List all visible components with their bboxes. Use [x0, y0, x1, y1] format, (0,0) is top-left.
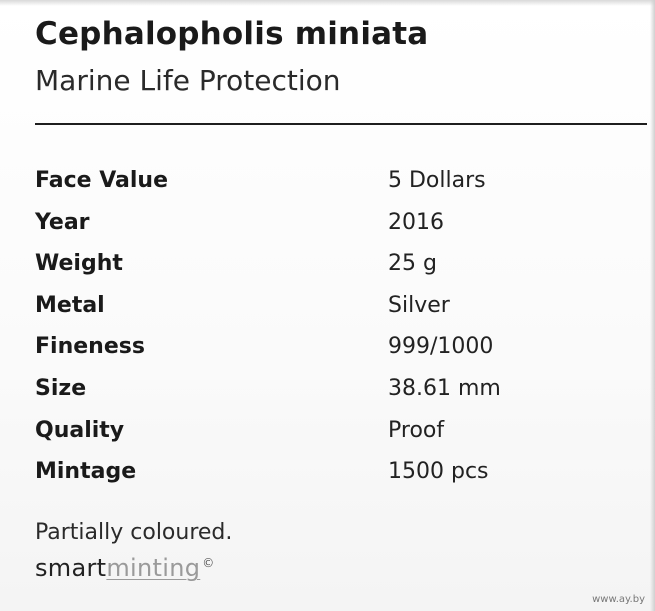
site-watermark: www.ay.by: [592, 594, 645, 605]
spec-label: Face Value: [35, 168, 168, 193]
coin-title: Cephalopholis miniata: [35, 16, 429, 52]
spec-label: Quality: [35, 417, 125, 443]
header-divider: [35, 123, 647, 125]
spec-row-year: [35, 210, 595, 252]
spec-row-face-value: [35, 168, 595, 210]
spec-row-weight: [35, 251, 595, 293]
copyright-icon: ©: [202, 556, 215, 570]
spec-value: 5 Dollars: [388, 168, 486, 193]
spec-value: 2016: [388, 209, 444, 235]
logo-text-minting: minting: [106, 554, 201, 582]
spec-label: Fineness: [35, 334, 145, 360]
spec-value: 999/1000: [388, 334, 494, 360]
spec-value: Proof: [388, 417, 445, 443]
smartminting-logo: [35, 554, 215, 582]
spec-label: Size: [35, 375, 87, 401]
spec-table: [35, 168, 595, 501]
spec-row-fineness: [35, 334, 595, 376]
spec-label: Metal: [35, 292, 105, 318]
coloring-note: Partially coloured.: [35, 520, 233, 545]
spec-value: Silver: [388, 292, 450, 318]
spec-value: 25 g: [388, 251, 437, 277]
spec-row-size: [35, 376, 595, 418]
logo-text-smart: smart: [35, 554, 107, 582]
spec-label: Weight: [35, 251, 123, 277]
spec-row-metal: [35, 293, 595, 335]
spec-row-quality: [35, 418, 595, 460]
paper-top-edge: [0, 0, 655, 6]
spec-label: Mintage: [35, 459, 137, 485]
series-subtitle: Marine Life Protection: [35, 64, 341, 97]
paper-right-edge: [650, 0, 655, 611]
spec-value: 1500 pcs: [388, 459, 489, 485]
spec-value: 38.61 mm: [388, 375, 501, 401]
spec-label: Year: [35, 209, 90, 235]
spec-row-mintage: [35, 459, 595, 501]
